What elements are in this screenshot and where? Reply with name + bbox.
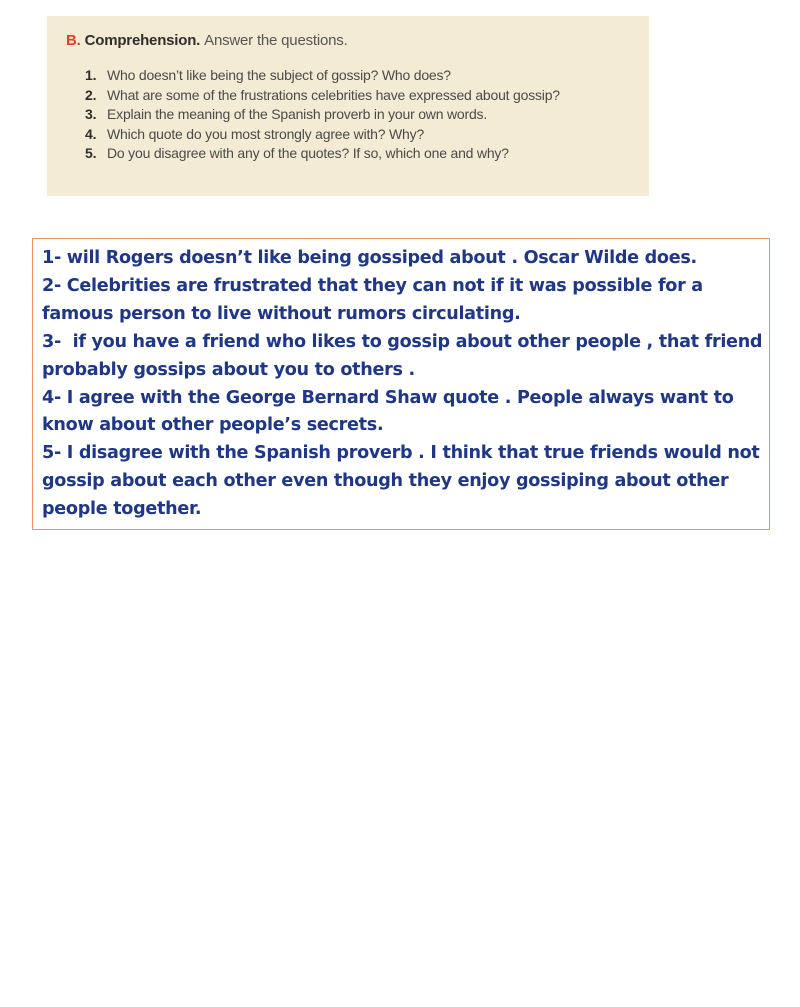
answer-line: 3- if you have a friend who likes to gossip about other people , that friend bbox=[42, 331, 763, 352]
answer-line: gossip about each other even though they enjoy gossiping about other bbox=[42, 471, 729, 492]
answer-line: know about other people’s secrets. bbox=[42, 415, 384, 436]
comprehension-question-panel bbox=[47, 16, 649, 196]
question-item bbox=[85, 66, 560, 86]
section-letter: B. bbox=[66, 32, 81, 49]
question-number: 4. bbox=[85, 125, 97, 142]
question-text: Who doesn’t like being the subject of gossip? Who does? bbox=[107, 67, 451, 83]
question-item bbox=[85, 125, 560, 145]
answer-line: 2- Celebrities are frustrated that they can not if it was possible for a bbox=[42, 275, 703, 296]
question-text: Which quote do you most strongly agree with? Why? bbox=[107, 125, 425, 142]
question-list bbox=[85, 66, 560, 164]
answer-line: people together. bbox=[42, 499, 202, 520]
question-number: 5. bbox=[85, 145, 97, 161]
answer-line: 4- I agree with the George Bernard Shaw quote . People always want to bbox=[42, 387, 734, 408]
answer-line: probably gossips about you to others . bbox=[42, 359, 415, 380]
question-text: What are some of the frustrations celebrities have expressed about gossip? bbox=[107, 86, 560, 103]
question-item bbox=[85, 105, 560, 125]
question-number: 3. bbox=[85, 106, 97, 122]
question-item bbox=[85, 86, 560, 106]
answer-line: famous person to live without rumors circulating. bbox=[42, 303, 521, 324]
answer-line: 1- will Rogers doesn’t like being gossiped about . Oscar Wilde does. bbox=[42, 248, 697, 268]
answer-text-box[interactable] bbox=[32, 238, 770, 530]
question-item bbox=[85, 144, 560, 164]
answer-line: 5- I disagree with the Spanish proverb . I think that true friends would not bbox=[42, 443, 760, 464]
question-text: Do you disagree with any of the quotes? If so, which one and why? bbox=[107, 145, 509, 161]
question-number: 2. bbox=[85, 86, 97, 103]
section-heading bbox=[66, 32, 348, 49]
question-text: Explain the meaning of the Spanish proverb in your own words. bbox=[107, 106, 488, 122]
section-instruction: Answer the questions. bbox=[204, 32, 348, 49]
question-number: 1. bbox=[85, 67, 97, 83]
section-title: Comprehension. bbox=[84, 32, 201, 49]
